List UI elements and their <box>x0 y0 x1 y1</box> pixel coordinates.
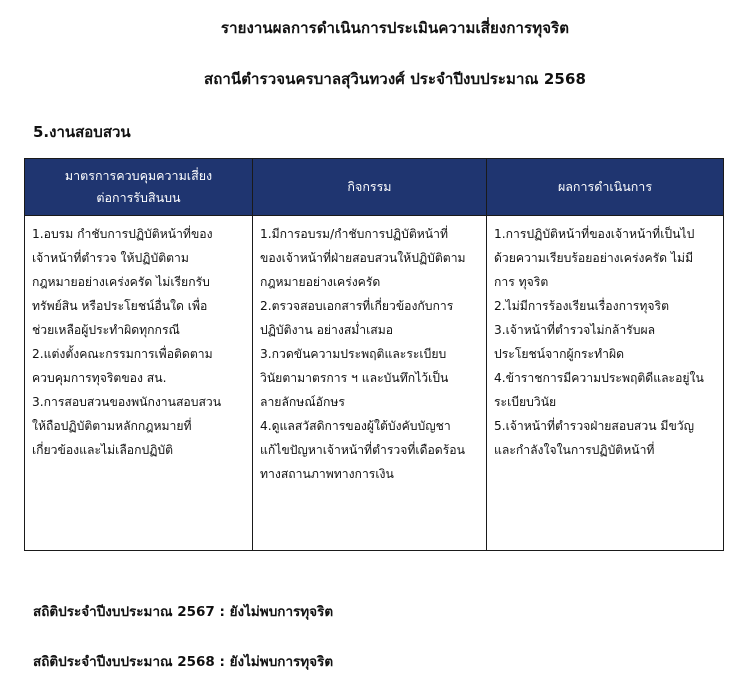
text-line: ทรัพย์สิน หรือประโยชน์อื่นใด เพื่อ <box>32 299 208 313</box>
table-row <box>25 216 724 551</box>
text-line: การ ทุจริต <box>494 275 549 289</box>
report-title: รายงานผลการดำเนินการประเมินความเสี่ยงการทุจริต <box>220 19 570 37</box>
text-line: 5.เจ้าหน้าที่ตำรวจฝ่ายสอบสวน มีขวัญ <box>494 419 695 433</box>
text-line: ระเบียบวินัย <box>494 395 557 409</box>
text-line: ลายลักษณ์อักษร <box>260 395 345 409</box>
text-line: ทางสถานภาพทางการเงิน <box>260 467 394 481</box>
activities-cell <box>253 216 487 551</box>
table-header-row <box>25 159 724 216</box>
text-line: เจ้าหน้าที่ตำรวจ ให้ปฏิบัติตาม <box>32 251 189 265</box>
text-line: 4.ข้าราชการมีความประพฤติดีและอยู่ใน <box>494 371 704 385</box>
text-line: 3.กวดขันความประพฤติและระเบียบ <box>260 347 447 361</box>
station-fiscal-year-title: สถานีตำรวจนครบาลสุวินทวงศ์ ประจำปีงบประมาณ 2568 <box>203 70 587 88</box>
text-line: ของเจ้าหน้าที่ฝ่ายสอบสวนให้ปฏิบัติตาม <box>260 251 466 265</box>
text-line: วินัยตามาตรการ ฯ และบันทึกไว้เป็น <box>260 371 449 385</box>
measures-cell <box>25 216 253 551</box>
header-activities <box>253 159 487 216</box>
text-line: ให้ถือปฏิบัติตามหลักกฎหมายที่ <box>32 419 192 433</box>
text-line: 1.อบรม กำชับการปฏิบัติหน้าที่ของ <box>32 227 213 241</box>
text-line: ช่วยเหลือผู้ประทำผิดทุกกรณี <box>32 323 180 337</box>
text-line: 4.ดูแลสวัสดิการของผู้ใต้บังคับบัญชา <box>260 419 451 433</box>
text-line: 3.การสอบสวนของพนักงานสอบสวน <box>32 395 222 409</box>
header-line: มาตรการควบคุมความเสี่ยง <box>64 168 213 183</box>
results-cell <box>487 216 724 551</box>
text-line: 2.ตรวจสอบเอกสารที่เกี่ยวข้องกับการ <box>260 299 454 313</box>
text-line: และกำลังใจในการปฏิบัติหน้าที่ <box>494 443 655 457</box>
text-line: 1.การปฏิบัติหน้าที่ของเจ้าหน้าที่เป็นไป <box>494 227 695 241</box>
statistics-2567: สถิติประจำปีงบประมาณ 2567 : ยังไม่พบการทุจริต <box>33 604 334 620</box>
header-line: ต่อการรับสินบน <box>96 190 181 205</box>
text-line: ด้วยความเรียบร้อยอย่างเคร่งครัด ไม่มี <box>494 251 694 265</box>
header-line: ผลการดำเนินการ <box>557 179 653 194</box>
text-line: 2.ไม่มีการร้องเรียนเรื่องการทุจริต <box>494 299 669 313</box>
text-line: ควบคุมการทุจริตของ สน. <box>32 371 167 385</box>
statistics-2568: สถิติประจำปีงบประมาณ 2568 : ยังไม่พบการทุจริต <box>33 654 334 670</box>
header-line: กิจกรรม <box>347 179 392 194</box>
text-line: เกี่ยวข้องและไม่เลือกปฏิบัติ <box>32 443 174 457</box>
header-results <box>487 159 724 216</box>
risk-assessment-table <box>24 158 724 551</box>
section-heading: 5.งานสอบสวน <box>33 123 131 141</box>
text-line: 1.มีการอบรม/กำชับการปฏิบัติหน้าที่ <box>260 227 448 241</box>
text-line: 3.เจ้าหน้าที่ตำรวจไม่กล้ารับผล <box>494 323 656 337</box>
text-line: ปฏิบัติงาน อย่างสม่ำเสมอ <box>260 323 394 337</box>
text-line: แก้ไขปัญหาเจ้าหน้าที่ตำรวจที่เดือดร้อน <box>260 443 465 457</box>
text-line: กฎหมายอย่างเคร่งครัด <box>260 275 381 289</box>
header-risk-control-measures <box>25 159 253 216</box>
text-line: 2.แต่งตั้งคณะกรรมการเพื่อติดตาม <box>32 347 213 361</box>
text-line: กฎหมายอย่างเคร่งครัด ไม่เรียกรับ <box>32 275 210 289</box>
text-line: ประโยชน์จากผู้กระทำผิด <box>494 347 625 361</box>
